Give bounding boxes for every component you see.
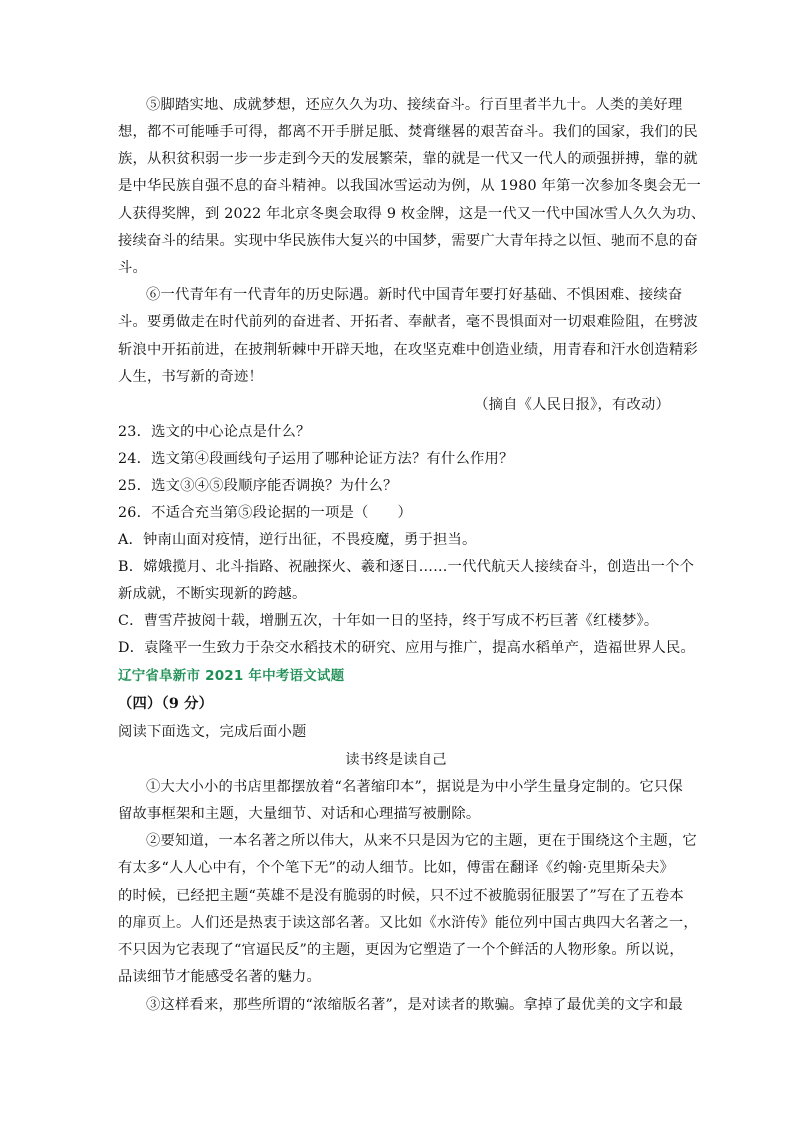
para5-line-2: 想，都不可能唾手可得，都离不开手胼足胝、焚膏继晷的艰苦奋斗。我们的国家，我们的民 [118, 124, 698, 140]
para5-line-6: 接续奋斗的结果。实现中华民族伟大复兴的中国梦，需要广大青年持之以恒、驰而不息的奋 [118, 233, 698, 249]
option-b-line-1: B．嫦娥揽月、北斗指路、祝融探火、羲和逐日……一代代航天人接续奋斗，创造出一个个 [118, 559, 695, 575]
article-para2-line-2: 有太多“人人心中有，个个笔下无”的动人细节。比如，傅雷在翻译《约翰·克里斯朵夫》 [118, 860, 675, 876]
reading-instruction: 阅读下面选文，完成后面小题 [118, 724, 307, 740]
option-b-line-2: 新成就，不断实现新的跨越。 [118, 586, 307, 602]
article-para2-line-6: 品读细节才能感受名著的魅力。 [118, 969, 321, 985]
para5-line-1: ⑤脚踏实地、成就梦想，还应久久为功、接续奋斗。行百里者半九十。人类的美好理 [146, 97, 683, 113]
question-24: 24．选文第④段画线句子运用了哪种论证方法？有什么作用？ [118, 451, 514, 467]
part-label: （四）（9 分） [118, 696, 214, 712]
exam-source-title: 辽宁省阜新市 2021 年中考语文试题 [118, 668, 345, 684]
para5-line-3: 族，从积贫积弱一步一步走到今天的发展繁荣，靠的就是一代又一代人的顽强拼搏，靠的就 [118, 151, 698, 167]
para6-line-1: ⑥一代青年有一代青年的历史际遇。新时代中国青年要打好基础、不惧困难、接续奋 [146, 287, 683, 303]
article-para2-line-1: ②要知道，一本名著之所以伟大，从来不只是因为它的主题，更在于围绕这个主题，它 [146, 833, 697, 849]
para5-line-4: 是中华民族自强不息的奋斗精神。以我国冰雪运动为例，从 1980 年第一次参加冬奥会无一 [118, 178, 702, 194]
article-para1-line-1: ①大大小小的书店里都摆放着“名著缩印本”，据说是为中小学生量身定制的。它只保 [146, 779, 683, 795]
question-23: 23．选文的中心论点是什么？ [118, 424, 311, 440]
option-d: D．袁隆平一生致力于杂交水稻技术的研究、应用与推广，提高水稻单产，造福世界人民。 [118, 640, 696, 656]
article-para3-line-1: ③这样看来，那些所谓的“浓缩版名著”，是对读者的欺骗。拿掉了最优美的文字和最 [146, 997, 683, 1013]
article-para2-line-4: 的扉页上。人们还是热衷于读这部名著。又比如《水浒传》能位列中国古典四大名著之一， [118, 915, 698, 931]
article-para2-line-5: 不只因为它表现了“官逼民反”的主题，更因为它塑造了一个个鲜活的人物形象。所以说， [118, 942, 684, 958]
option-a: A．钟南山面对疫情，逆行出征，不畏疫魔，勇于担当。 [118, 532, 477, 548]
para5-line-7: 斗。 [118, 260, 147, 276]
article-para1-line-2: 留故事框架和主题，大量细节、对话和心理描写被删除。 [118, 806, 481, 822]
para5-line-5: 人获得奖牌，到 2022 年北京冬奥会取得 9 枚金牌，这是一代又一代中国冰雪人久久为功、 [118, 206, 706, 222]
article-para2-line-3: 的时候，已经把主题“英雄不是没有脆弱的时候，只不过不被脆弱征服罢了”写在了五卷本 [118, 888, 684, 904]
para6-line-4: 人生，书写新的奇迹！ [118, 369, 263, 385]
question-26: 26．不适合充当第⑤段论据的一项是（ ） [118, 505, 413, 521]
article-source: （摘自《人民日报》，有改动） [474, 397, 670, 413]
para6-line-2: 斗。要勇做走在时代前列的奋进者、开拓者、奉献者，毫不畏惧面对一切艰难险阻，在劈波 [118, 314, 698, 330]
question-25: 25．选文③④⑤段顺序能否调换？为什么？ [118, 478, 398, 494]
article-title: 读书终是读自己 [345, 752, 447, 768]
option-c: C．曹雪芹披阅十载，增删五次，十年如一日的坚持，终于写成不朽巨著《红楼梦》。 [118, 613, 659, 629]
para6-line-3: 斩浪中开拓前进，在披荆斩棘中开辟天地，在攻坚克难中创造业绩，用青春和汗水创造精彩 [118, 342, 698, 358]
